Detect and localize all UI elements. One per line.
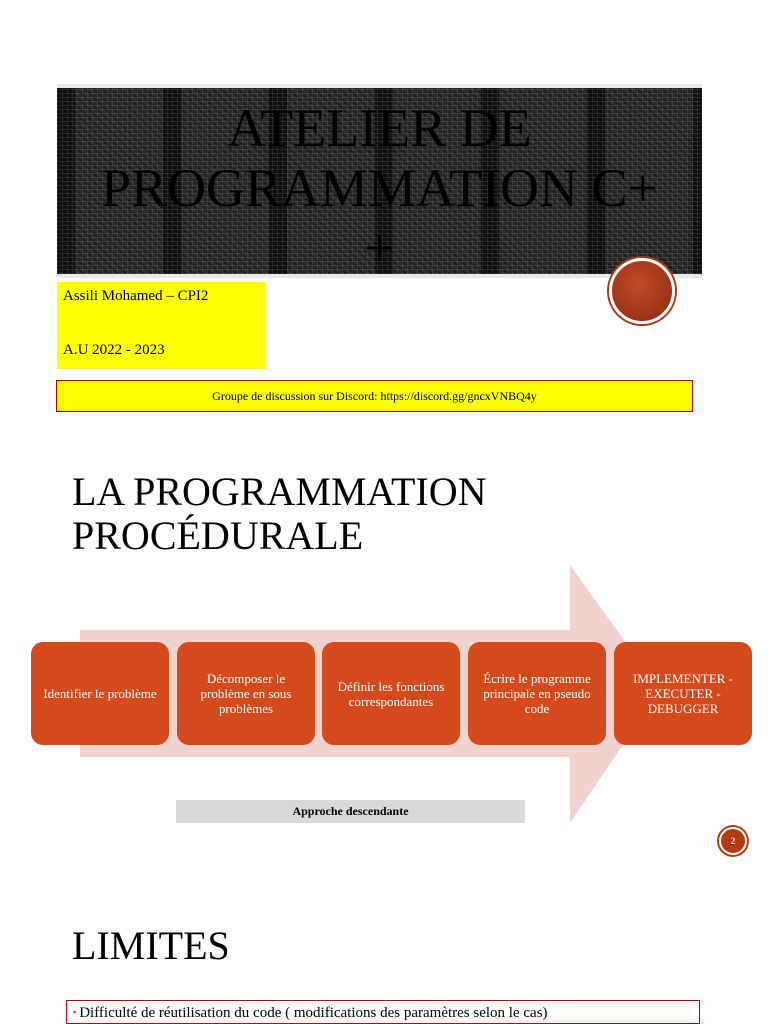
slide-title bbox=[57, 98, 702, 278]
decorative-circle-icon bbox=[609, 258, 675, 324]
step-define-functions: Définir les fonctions correspondantes bbox=[322, 642, 460, 745]
step-implement: IMPLEMENTER - EXECUTER - DEBUGGER bbox=[614, 642, 752, 745]
approach-caption: Approche descendante bbox=[176, 800, 525, 823]
step-decompose: Décomposer le problème en sous problèmes bbox=[177, 642, 315, 745]
slide-title-line-3: + bbox=[364, 218, 395, 278]
slide2-title bbox=[72, 470, 632, 558]
slide-title-line-2: PROGRAMMATION C+ bbox=[100, 158, 659, 218]
step-write-pseudocode: Écrire le programme principale en pseudo code bbox=[468, 642, 606, 745]
bullet-list bbox=[66, 1000, 700, 1024]
author-info-box bbox=[57, 282, 266, 369]
slide-title-line-1: ATELIER DE bbox=[227, 98, 532, 158]
author-name: Assili Mohamed – CPI2 bbox=[63, 288, 209, 304]
bullet-item: Difficulté de réutilisation du code ( modifications des paramètres selon le cas) bbox=[79, 1005, 548, 1021]
discord-link[interactable]: Groupe de discussion sur Discord: https://discord.gg/gncxVNBQ4y bbox=[56, 380, 693, 412]
step-identify: Identifier le problème bbox=[31, 642, 169, 745]
slide2-title-line-2: PROCÉDURALE bbox=[72, 513, 364, 558]
slide3-title: LIMITES bbox=[72, 923, 230, 968]
page-number-badge: 2 bbox=[719, 827, 747, 855]
bullet-square-icon: ▪ bbox=[73, 1007, 77, 1017]
slide2-title-line-1: LA PROGRAMMATION bbox=[72, 469, 487, 514]
academic-year: A.U 2022 - 2023 bbox=[63, 342, 165, 358]
